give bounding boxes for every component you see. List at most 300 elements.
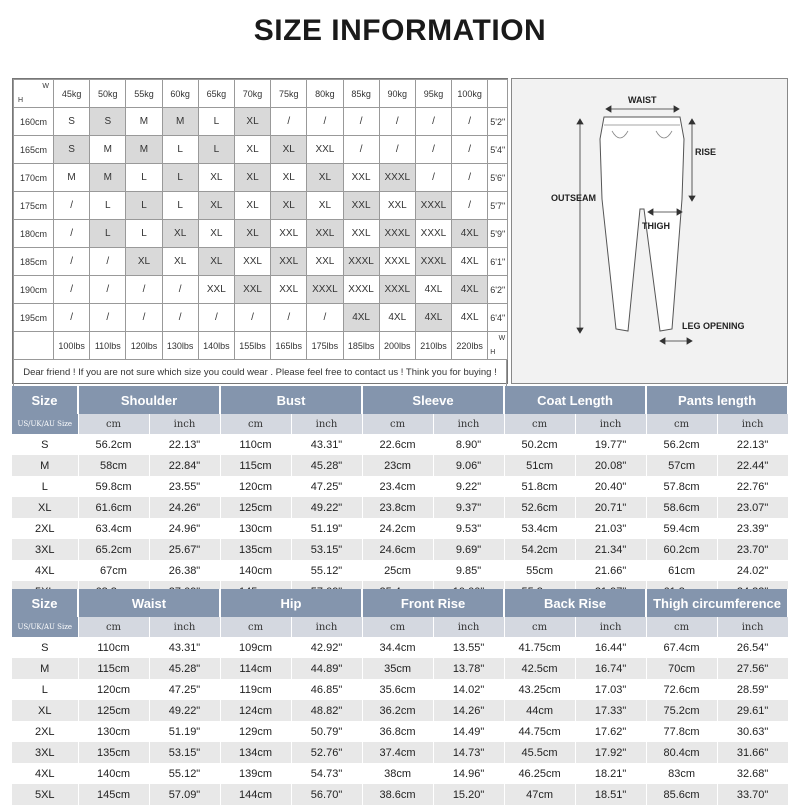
size-cell: XL <box>271 164 307 192</box>
measure-value: 17.03" <box>575 679 646 700</box>
size-cell: / <box>379 108 415 136</box>
weight-header: 95kg <box>415 80 451 108</box>
measure-value: 49.22" <box>291 497 362 518</box>
measure-value: 9.06" <box>433 455 504 476</box>
size-cell: XXL <box>307 136 343 164</box>
measure-value: 35.6cm <box>362 679 433 700</box>
measure-value: 23.70" <box>717 539 788 560</box>
measure-value: 36.2cm <box>362 700 433 721</box>
lbs-row <box>14 332 508 360</box>
size-value: 3XL <box>12 742 78 763</box>
table-row <box>12 658 788 679</box>
height-ft-cell: 5'7" <box>488 192 508 220</box>
size-cell: 4XL <box>415 304 451 332</box>
measure-value: 26.38" <box>149 560 220 581</box>
size-value: 5XL <box>12 784 78 805</box>
size-cell: / <box>54 248 90 276</box>
measure-value: 58cm <box>78 455 149 476</box>
measure-value: 60.2cm <box>646 539 717 560</box>
measure-value: 37.4cm <box>362 742 433 763</box>
size-cell: XL <box>234 164 270 192</box>
measure-header: Front Rise <box>362 589 504 617</box>
height-cell: 185cm <box>14 248 54 276</box>
size-cell: XL <box>307 164 343 192</box>
size-cell: XXXL <box>379 276 415 304</box>
unit-cm: cm <box>78 617 149 637</box>
size-header: Size <box>12 589 78 617</box>
size-cell: L <box>198 136 234 164</box>
measure-value: 9.85" <box>433 560 504 581</box>
height-cell: 165cm <box>14 136 54 164</box>
size-cell: / <box>452 164 488 192</box>
header-row <box>12 589 788 617</box>
unit-inch: inch <box>433 414 504 434</box>
size-cell: XXL <box>307 220 343 248</box>
measure-value: 50.79" <box>291 721 362 742</box>
size-cell: 4XL <box>452 276 488 304</box>
measure-value: 53.4cm <box>504 518 575 539</box>
outseam-label: OUTSEAM <box>551 193 596 203</box>
size-value: 3XL <box>12 539 78 560</box>
measure-value: 53.15" <box>291 539 362 560</box>
table-row <box>12 700 788 721</box>
height-cell: 190cm <box>14 276 54 304</box>
measure-value: 22.6cm <box>362 434 433 455</box>
measure-value: 63.4cm <box>78 518 149 539</box>
measure-value: 14.49" <box>433 721 504 742</box>
measure-value: 59.8cm <box>78 476 149 497</box>
contact-note: Dear friend ! If you are not sure which size you could wear . Please feel free to contact us ! Think you for buying ! <box>13 360 507 387</box>
size-cell: XXXL <box>379 220 415 248</box>
size-cell: XL <box>234 108 270 136</box>
measure-value: 42.5cm <box>504 658 575 679</box>
size-value: XL <box>12 497 78 518</box>
measure-value: 9.53" <box>433 518 504 539</box>
measure-value: 57cm <box>646 455 717 476</box>
measure-value: 51.19" <box>149 721 220 742</box>
measure-value: 34.4cm <box>362 637 433 658</box>
measure-value: 135cm <box>78 742 149 763</box>
thigh-label: THIGH <box>642 221 670 231</box>
size-cell: XL <box>126 248 162 276</box>
size-cell: M <box>126 108 162 136</box>
size-value: 2XL <box>12 721 78 742</box>
weight-header: 85kg <box>343 80 379 108</box>
measure-value: 59.4cm <box>646 518 717 539</box>
lbs-cell: 200lbs <box>379 332 415 360</box>
size-cell: 4XL <box>343 304 379 332</box>
size-cell: / <box>343 136 379 164</box>
h-label: H <box>18 97 24 104</box>
size-cell: L <box>90 192 126 220</box>
measure-value: 55.12" <box>291 560 362 581</box>
size-cell: / <box>307 108 343 136</box>
size-cell: / <box>126 276 162 304</box>
size-value: 4XL <box>12 763 78 784</box>
measure-value: 58.6cm <box>646 497 717 518</box>
unit-cm: cm <box>646 617 717 637</box>
measure-value: 45.28" <box>149 658 220 679</box>
unit-cm: cm <box>220 617 291 637</box>
measure-value: 57.8cm <box>646 476 717 497</box>
size-cell: XL <box>234 220 270 248</box>
weight-header: 80kg <box>307 80 343 108</box>
measure-header: Shoulder <box>78 386 220 414</box>
measure-value: 45.28" <box>291 455 362 476</box>
measure-value: 22.76" <box>717 476 788 497</box>
measure-value: 23cm <box>362 455 433 476</box>
size-cell: 4XL <box>415 276 451 304</box>
height-ft-cell: 5'2" <box>488 108 508 136</box>
size-cell: XXXL <box>415 220 451 248</box>
measure-value: 56.70" <box>291 784 362 805</box>
measure-value: 41.75cm <box>504 637 575 658</box>
lbs-cell: 220lbs <box>452 332 488 360</box>
measure-value: 67cm <box>78 560 149 581</box>
measure-value: 24.02" <box>717 560 788 581</box>
table-row <box>12 476 788 497</box>
size-cell: XL <box>234 136 270 164</box>
lbs-cell: 210lbs <box>415 332 451 360</box>
size-cell: XL <box>162 248 198 276</box>
size-cell: / <box>198 304 234 332</box>
measure-value: 36.8cm <box>362 721 433 742</box>
measure-value: 55cm <box>504 560 575 581</box>
unit-size-label: US/UK/AU Size <box>12 414 78 434</box>
size-cell: XL <box>162 220 198 248</box>
measure-value: 119cm <box>220 679 291 700</box>
height-ft-cell: 5'4" <box>488 136 508 164</box>
measure-value: 24.96" <box>149 518 220 539</box>
weight-header: 90kg <box>379 80 415 108</box>
unit-cm: cm <box>646 414 717 434</box>
size-cell: XL <box>198 220 234 248</box>
measure-value: 57.09" <box>149 784 220 805</box>
measure-value: 61cm <box>646 560 717 581</box>
measure-value: 51.8cm <box>504 476 575 497</box>
measure-value: 125cm <box>78 700 149 721</box>
unit-inch: inch <box>575 414 646 434</box>
table-row <box>12 497 788 518</box>
height-ft-cell: 5'9" <box>488 220 508 248</box>
size-cell: XXXL <box>343 248 379 276</box>
table-row <box>12 784 788 805</box>
size-value: XL <box>12 700 78 721</box>
size-cell: M <box>90 136 126 164</box>
table-row <box>12 518 788 539</box>
measure-value: 17.92" <box>575 742 646 763</box>
measure-value: 24.6cm <box>362 539 433 560</box>
measure-value: 70cm <box>646 658 717 679</box>
size-value: S <box>12 637 78 658</box>
measure-header: Pants length <box>646 386 788 414</box>
measure-header: Bust <box>220 386 362 414</box>
lbs-cell: 110lbs <box>90 332 126 360</box>
measure-value: 61.6cm <box>78 497 149 518</box>
size-cell: / <box>452 108 488 136</box>
lbs-cell: 120lbs <box>126 332 162 360</box>
size-cell: XL <box>307 192 343 220</box>
size-cell: / <box>452 192 488 220</box>
measure-value: 14.26" <box>433 700 504 721</box>
size-value: 2XL <box>12 518 78 539</box>
pants-diagram <box>511 78 788 384</box>
measure-value: 23.55" <box>149 476 220 497</box>
measurement-table-top <box>12 386 789 602</box>
size-cell: M <box>90 164 126 192</box>
measure-value: 38.6cm <box>362 784 433 805</box>
height-ft-cell: 6'2" <box>488 276 508 304</box>
measure-value: 42.92" <box>291 637 362 658</box>
measure-value: 115cm <box>78 658 149 679</box>
table-row <box>12 679 788 700</box>
size-cell: XXL <box>343 192 379 220</box>
unit-cm: cm <box>504 617 575 637</box>
lbs-cell: 155lbs <box>234 332 270 360</box>
measure-value: 130cm <box>78 721 149 742</box>
size-cell: 4XL <box>452 304 488 332</box>
w-label-bottom: W <box>498 335 506 342</box>
measure-value: 65.2cm <box>78 539 149 560</box>
size-cell: / <box>271 304 307 332</box>
measure-value: 47.25" <box>291 476 362 497</box>
weight-header: 50kg <box>90 80 126 108</box>
unit-cm: cm <box>78 414 149 434</box>
height-ft-cell: 6'1" <box>488 248 508 276</box>
measure-value: 24.26" <box>149 497 220 518</box>
measure-value: 55.12" <box>149 763 220 784</box>
measure-value: 17.33" <box>575 700 646 721</box>
measure-value: 54.73" <box>291 763 362 784</box>
measure-value: 17.62" <box>575 721 646 742</box>
measure-value: 135cm <box>220 539 291 560</box>
measure-header: Coat Length <box>504 386 646 414</box>
measure-header: Waist <box>78 589 220 617</box>
lbs-empty-cell <box>14 332 54 360</box>
size-cell: S <box>54 108 90 136</box>
measure-value: 54.2cm <box>504 539 575 560</box>
size-cell: L <box>90 220 126 248</box>
measure-value: 50.2cm <box>504 434 575 455</box>
height-weight-table <box>13 79 508 360</box>
size-cell: / <box>54 304 90 332</box>
measure-value: 35cm <box>362 658 433 679</box>
measure-value: 20.08" <box>575 455 646 476</box>
measure-value: 51cm <box>504 455 575 476</box>
size-cell: XXL <box>307 248 343 276</box>
measure-value: 9.37" <box>433 497 504 518</box>
size-value: 4XL <box>12 560 78 581</box>
measure-value: 31.66" <box>717 742 788 763</box>
measure-header: Back Rise <box>504 589 646 617</box>
measure-value: 9.69" <box>433 539 504 560</box>
measure-value: 140cm <box>78 763 149 784</box>
height-row <box>14 164 508 192</box>
measure-value: 129cm <box>220 721 291 742</box>
measure-value: 49.22" <box>149 700 220 721</box>
size-cell: L <box>126 164 162 192</box>
unit-inch: inch <box>149 414 220 434</box>
size-cell: XXL <box>271 248 307 276</box>
unit-inch: inch <box>717 617 788 637</box>
size-cell: / <box>90 304 126 332</box>
measure-value: 43.31" <box>149 637 220 658</box>
table-row <box>12 763 788 784</box>
measure-value: 134cm <box>220 742 291 763</box>
weight-header: 65kg <box>198 80 234 108</box>
measure-value: 120cm <box>78 679 149 700</box>
size-cell: XXL <box>271 276 307 304</box>
measure-value: 114cm <box>220 658 291 679</box>
measure-value: 25.67" <box>149 539 220 560</box>
size-cell: XXXL <box>415 248 451 276</box>
measure-value: 14.02" <box>433 679 504 700</box>
size-cell: XL <box>198 164 234 192</box>
measure-value: 21.03" <box>575 518 646 539</box>
measure-value: 43.31" <box>291 434 362 455</box>
measure-value: 28.59" <box>717 679 788 700</box>
measure-value: 23.39" <box>717 518 788 539</box>
height-row <box>14 304 508 332</box>
unit-inch: inch <box>717 414 788 434</box>
lbs-cell: 165lbs <box>271 332 307 360</box>
measure-value: 72.6cm <box>646 679 717 700</box>
size-cell: / <box>90 276 126 304</box>
size-cell: XXL <box>234 248 270 276</box>
measure-value: 45.5cm <box>504 742 575 763</box>
measure-value: 46.85" <box>291 679 362 700</box>
measure-value: 52.6cm <box>504 497 575 518</box>
size-cell: / <box>54 192 90 220</box>
measure-value: 85.6cm <box>646 784 717 805</box>
size-cell: / <box>415 164 451 192</box>
size-cell: / <box>234 304 270 332</box>
measure-value: 52.76" <box>291 742 362 763</box>
measure-header: Sleeve <box>362 386 504 414</box>
measure-value: 56.2cm <box>78 434 149 455</box>
size-cell: M <box>54 164 90 192</box>
size-cell: / <box>415 136 451 164</box>
size-cell: S <box>54 136 90 164</box>
size-cell: XL <box>234 192 270 220</box>
size-cell: XXL <box>343 164 379 192</box>
waist-label: WAIST <box>628 95 657 105</box>
measure-value: 140cm <box>220 560 291 581</box>
unit-row <box>12 617 788 637</box>
unit-size-label: US/UK/AU Size <box>12 617 78 637</box>
measure-value: 56.2cm <box>646 434 717 455</box>
size-cell: 4XL <box>452 220 488 248</box>
unit-cm: cm <box>220 414 291 434</box>
measure-value: 21.66" <box>575 560 646 581</box>
size-cell: XL <box>271 136 307 164</box>
size-cell: XXXL <box>343 276 379 304</box>
measure-value: 110cm <box>220 434 291 455</box>
size-cell: XL <box>271 192 307 220</box>
measure-value: 30.63" <box>717 721 788 742</box>
measure-value: 22.84" <box>149 455 220 476</box>
measure-header: Hip <box>220 589 362 617</box>
measure-value: 47cm <box>504 784 575 805</box>
measure-value: 21.34" <box>575 539 646 560</box>
header-row <box>12 386 788 414</box>
measure-value: 32.68" <box>717 763 788 784</box>
size-cell: 4XL <box>379 304 415 332</box>
size-cell: L <box>198 108 234 136</box>
measure-value: 109cm <box>220 637 291 658</box>
empty-header-cell <box>488 80 508 108</box>
measure-value: 53.15" <box>149 742 220 763</box>
measure-value: 20.40" <box>575 476 646 497</box>
measure-value: 43.25cm <box>504 679 575 700</box>
measure-value: 22.13" <box>717 434 788 455</box>
measure-value: 48.82" <box>291 700 362 721</box>
size-cell: / <box>307 304 343 332</box>
size-cell: L <box>126 220 162 248</box>
height-cell: 160cm <box>14 108 54 136</box>
height-cell: 195cm <box>14 304 54 332</box>
lbs-cell: 100lbs <box>54 332 90 360</box>
measure-value: 124cm <box>220 700 291 721</box>
hw-corner-cell <box>14 80 54 108</box>
measure-value: 22.13" <box>149 434 220 455</box>
page-title: SIZE INFORMATION <box>253 14 547 47</box>
size-cell: XXXL <box>379 248 415 276</box>
unit-cm: cm <box>362 414 433 434</box>
size-cell: 4XL <box>452 248 488 276</box>
size-cell: / <box>162 304 198 332</box>
measure-value: 26.54" <box>717 637 788 658</box>
unit-cm: cm <box>504 414 575 434</box>
measure-value: 120cm <box>220 476 291 497</box>
lbs-cell: 130lbs <box>162 332 198 360</box>
size-cell: / <box>271 108 307 136</box>
table-row <box>12 539 788 560</box>
measure-value: 115cm <box>220 455 291 476</box>
size-cell: / <box>162 276 198 304</box>
height-cell: 180cm <box>14 220 54 248</box>
unit-cm: cm <box>362 617 433 637</box>
size-cell: L <box>162 164 198 192</box>
measure-value: 83cm <box>646 763 717 784</box>
unit-inch: inch <box>575 617 646 637</box>
size-cell: M <box>162 108 198 136</box>
size-cell: / <box>379 136 415 164</box>
measure-header: Thigh circumference <box>646 589 788 617</box>
measure-value: 144cm <box>220 784 291 805</box>
measure-value: 46.25cm <box>504 763 575 784</box>
size-value: S <box>12 434 78 455</box>
weight-header: 60kg <box>162 80 198 108</box>
rise-label: RISE <box>695 147 717 157</box>
measure-value: 47.25" <box>149 679 220 700</box>
measure-value: 27.56" <box>717 658 788 679</box>
size-cell: XL <box>198 192 234 220</box>
size-value: M <box>12 658 78 679</box>
height-cell: 175cm <box>14 192 54 220</box>
weight-header: 70kg <box>234 80 270 108</box>
measure-value: 18.21" <box>575 763 646 784</box>
size-cell: / <box>415 108 451 136</box>
table-row <box>12 742 788 763</box>
unit-inch: inch <box>291 617 362 637</box>
unit-inch: inch <box>433 617 504 637</box>
unit-inch: inch <box>291 414 362 434</box>
w-label: W <box>42 83 49 90</box>
measure-value: 75.2cm <box>646 700 717 721</box>
height-ft-cell: 6'4" <box>488 304 508 332</box>
measure-value: 77.8cm <box>646 721 717 742</box>
